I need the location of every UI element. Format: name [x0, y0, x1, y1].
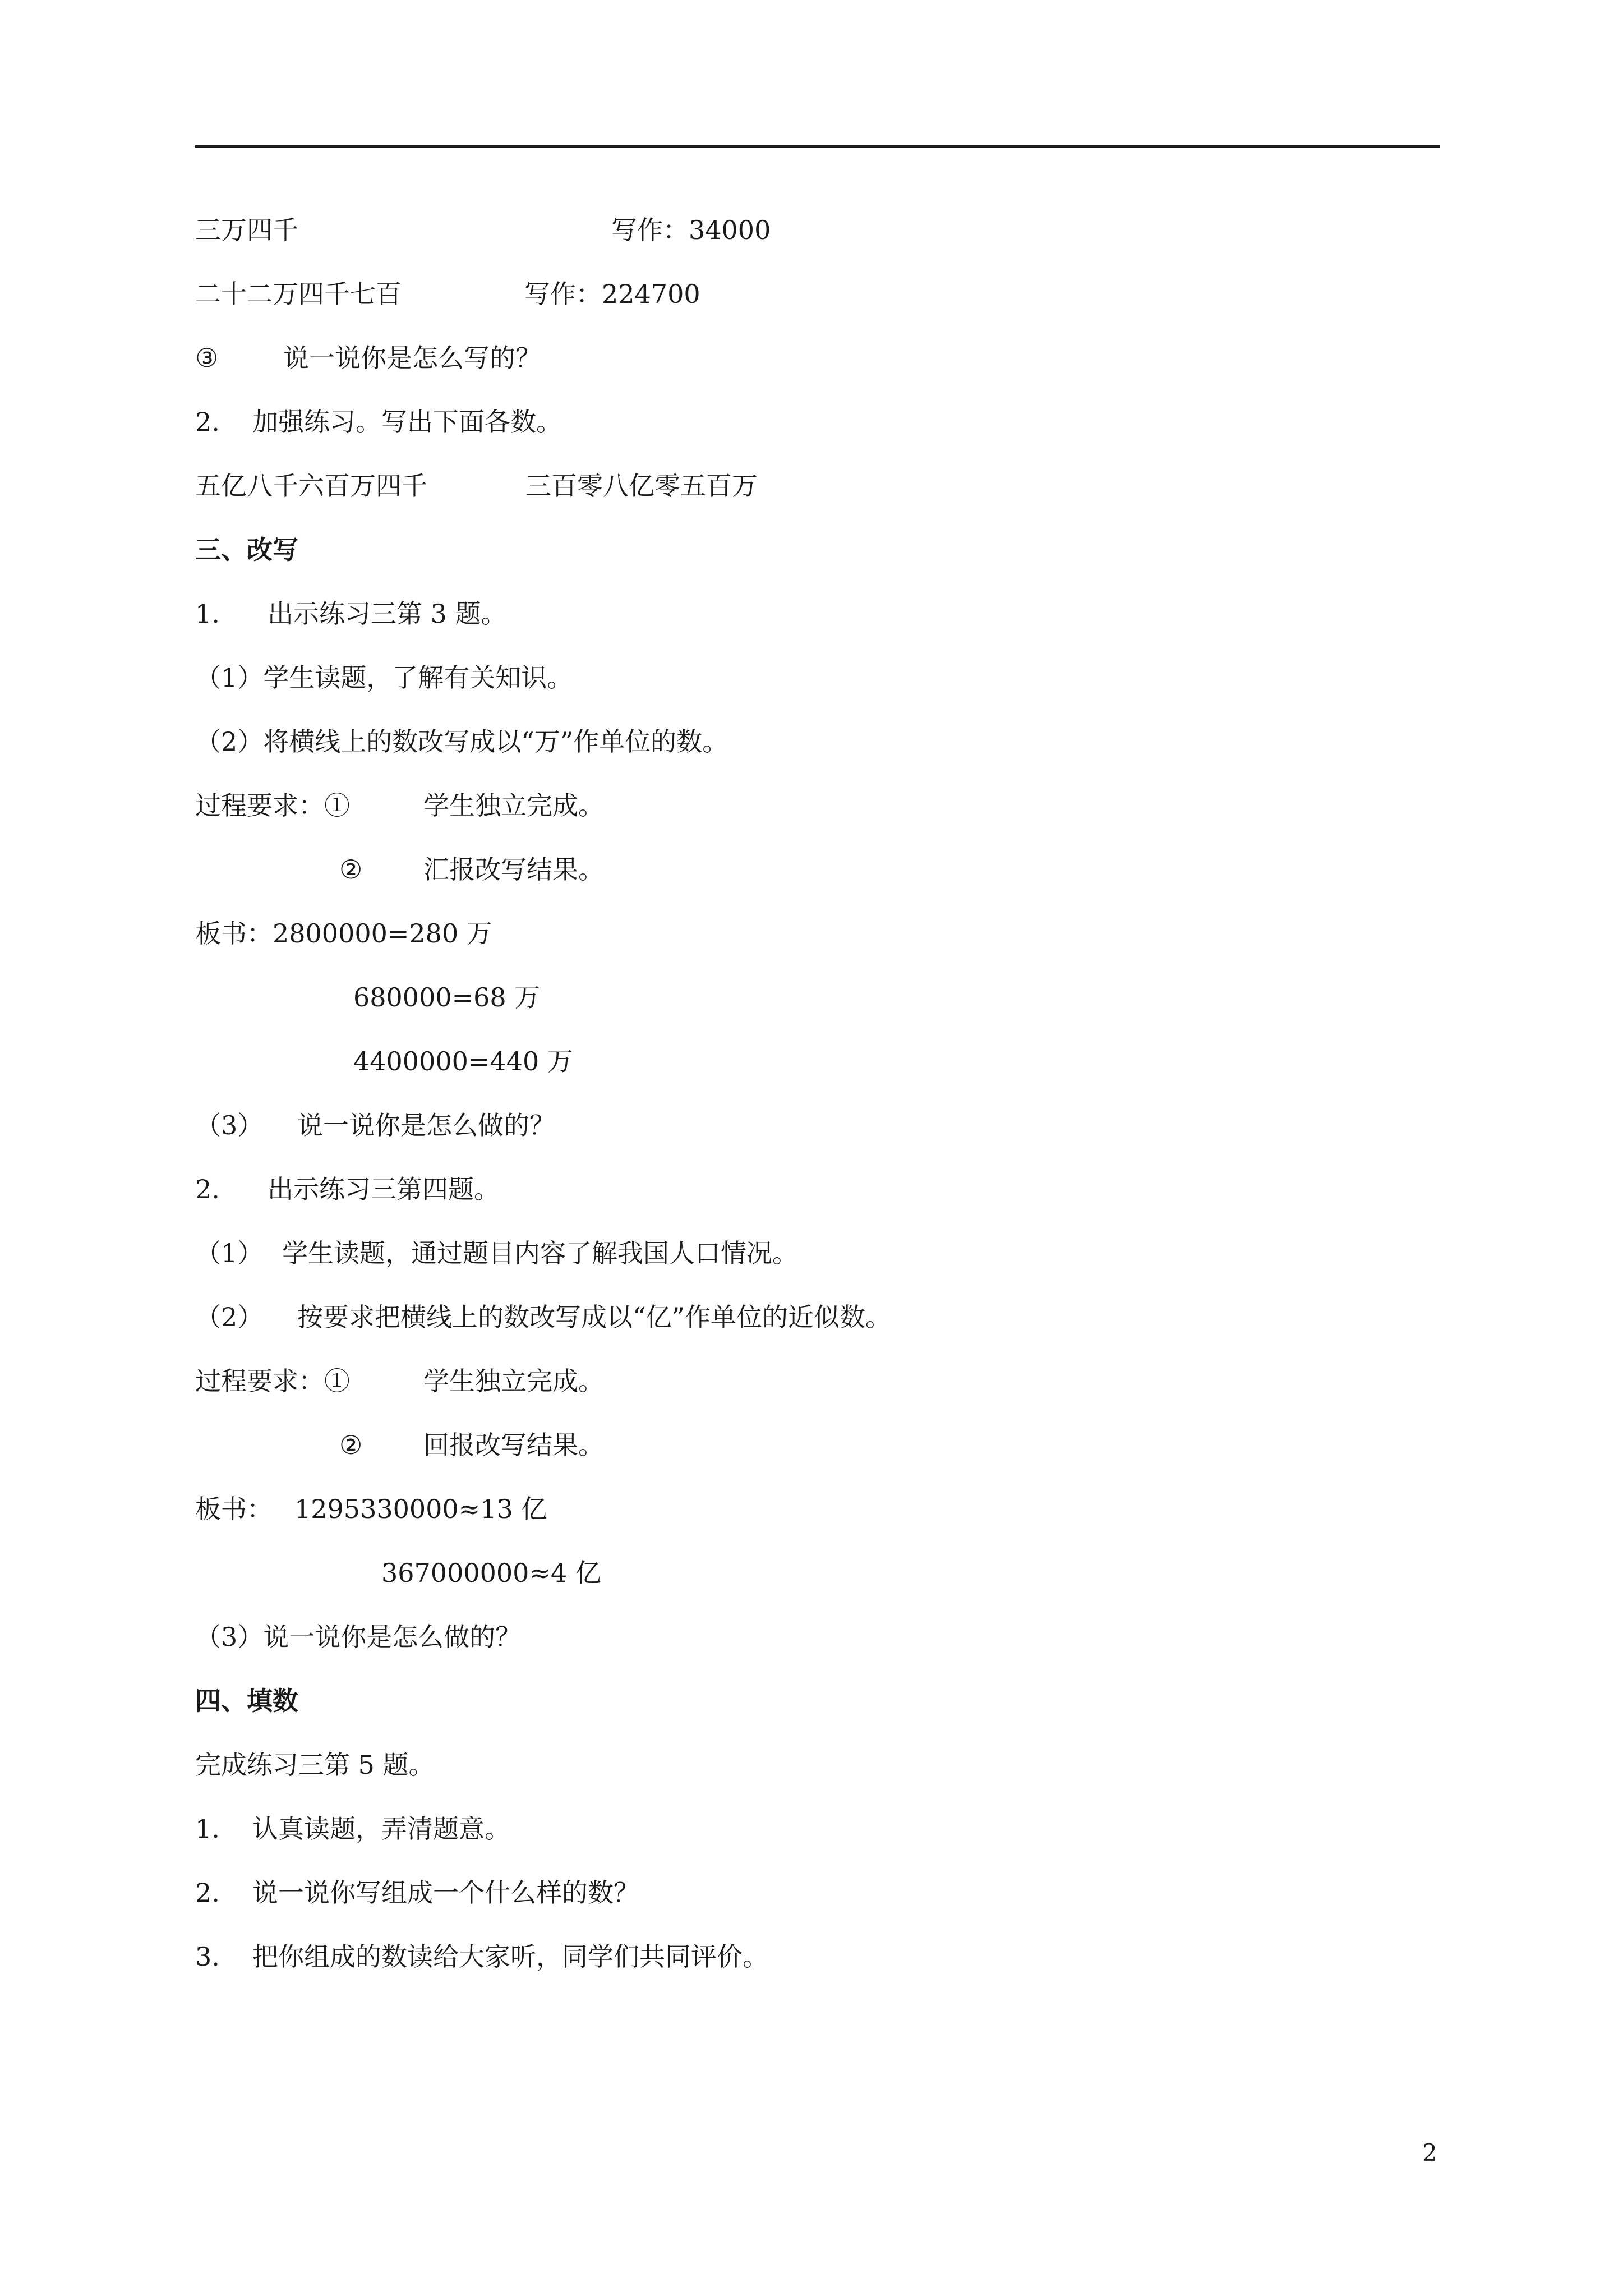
header-rule: [195, 145, 1440, 148]
text-line: 把你组成的数读给大家听，同学们共同评价。: [252, 1941, 768, 1972]
text-line: （1）学生读题，了解有关知识。: [195, 662, 573, 693]
text-line: 学生独立完成。: [423, 790, 604, 821]
text-line: 过程要求：①: [195, 1366, 350, 1396]
text-line: 说一说你写组成一个什么样的数？: [252, 1878, 639, 1908]
text-line: 回报改写结果。: [423, 1430, 604, 1460]
text-line: 2.: [195, 407, 220, 437]
text-line: 3.: [195, 1941, 220, 1972]
section-heading: 三、改写: [195, 535, 298, 565]
text-line: 三万四千: [195, 215, 298, 245]
text-line: （3）说一说你是怎么做的？: [195, 1622, 522, 1652]
text-line: 写作：224700: [524, 279, 700, 309]
text-line: 过程要求：①: [195, 790, 350, 821]
text-line: 板书：2800000=280 万: [195, 918, 492, 949]
text-line: 加强练习。写出下面各数。: [252, 407, 562, 437]
text-line: 1.: [195, 1814, 220, 1844]
text-line: （3）: [195, 1110, 264, 1140]
text-line: 认真读题，弄清题意。: [252, 1814, 510, 1844]
section-heading: 四、填数: [195, 1686, 298, 1716]
text-line: 680000=68 万: [353, 982, 541, 1013]
text-line: 写作：34000: [611, 215, 771, 245]
text-line: （2）将横线上的数改写成以“万”作单位的数。: [195, 726, 728, 757]
text-line: 1.: [195, 599, 220, 629]
text-line: ②: [339, 854, 363, 885]
text-line: 学生读题，通过题目内容了解我国人口情况。: [282, 1238, 798, 1268]
text-line: 2.: [195, 1174, 220, 1204]
text-line: ③: [195, 343, 219, 373]
text-line: 五亿八千六百万四千: [195, 471, 427, 501]
text-line: 2.: [195, 1878, 220, 1908]
text-line: 出示练习三第四题。: [268, 1174, 500, 1204]
text-line: 汇报改写结果。: [423, 854, 604, 885]
text-line: （1）: [195, 1238, 264, 1268]
text-line: 板书：: [195, 1494, 273, 1524]
text-line: 三百零八亿零五百万: [525, 471, 758, 501]
text-line: 367000000≈4 亿: [381, 1558, 601, 1588]
text-line: 学生独立完成。: [423, 1366, 604, 1396]
text-line: 说一说你是怎么写的？: [283, 343, 541, 373]
text-line: 说一说你是怎么做的？: [297, 1110, 555, 1140]
text-line: 4400000=440 万: [353, 1046, 573, 1076]
page-number: 2: [1422, 2139, 1437, 2166]
text-line: 出示练习三第 3 题。: [268, 599, 507, 629]
text-line: 1295330000≈13 亿: [294, 1494, 547, 1524]
text-line: （2）: [195, 1302, 264, 1332]
text-line: 二十二万四千七百: [195, 279, 402, 309]
text-line: ②: [339, 1430, 363, 1460]
text-line: 完成练习三第 5 题。: [195, 1750, 435, 1780]
text-line: 按要求把横线上的数改写成以“亿”作单位的近似数。: [297, 1302, 892, 1332]
